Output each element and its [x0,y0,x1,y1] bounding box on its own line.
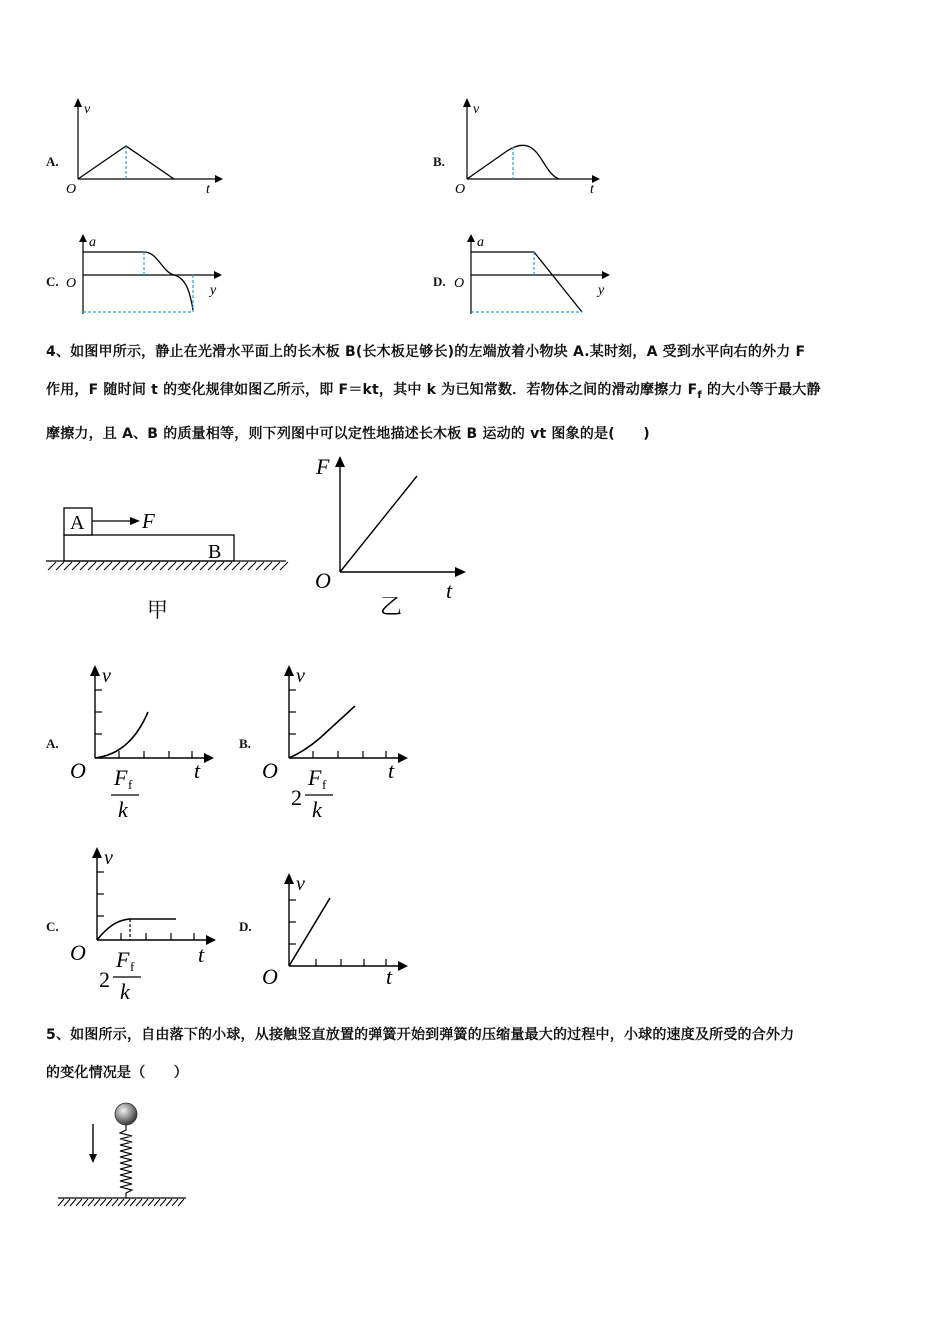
q4-line-3: 摩擦力，且 A、B 的质量相等，则下列图中可以定性地描述长木板 B 运动的 vt 图象的是( ) [46,425,650,442]
axis-label-t: t [388,758,395,783]
svg-text:f: f [128,777,133,792]
origin-label: O [70,940,86,965]
axis-label-a: a [477,235,484,250]
q4-figure-yi [310,452,480,622]
q4-option-a-label: A. [46,736,59,751]
time-marker-fraction [291,765,333,822]
caption-yi: 乙 [380,594,403,619]
axis-label-y: y [598,283,605,298]
axis-label-f: F [316,454,330,479]
q4-stem [46,333,908,453]
axis-label-v: v [473,102,480,117]
time-marker-fraction [99,947,141,1004]
svg-text:F: F [308,765,322,790]
axis-label-t: t [446,578,453,603]
q3-option-d-label: D. [433,274,446,289]
origin-label: O [66,276,77,291]
axis-label-v: v [296,873,305,895]
svg-text:F: F [114,765,128,790]
origin-label: O [315,568,331,593]
svg-text:f: f [322,777,327,792]
q5-line-1: 5、如图所示，自由落下的小球，从接触竖直放置的弹簧开始到弹簧的压缩量最大的过程中，小球的速度及所受的合外力 [46,1027,795,1043]
q4-option-c-label: C. [46,919,59,934]
axis-label-v: v [84,102,91,117]
svg-text:k: k [120,979,130,1004]
svg-text:k: k [118,797,128,822]
svg-text:2: 2 [99,967,110,992]
block-a-label: A [70,512,85,534]
origin-label: O [262,758,278,783]
axis-label-y: y [210,283,217,298]
svg-text:k: k [312,797,322,822]
q3-option-b-label: B. [433,154,445,169]
q4-option-d-graph [258,868,418,993]
q3-option-c-graph [62,232,232,322]
axis-label-v: v [296,665,305,687]
origin-label: O [70,758,86,783]
axis-label-v: v [104,847,113,869]
q4-option-d-label: D. [239,919,252,934]
q4-figure-jia [44,505,294,630]
block-b-label: B [208,541,222,563]
time-marker-fraction [111,765,139,822]
origin-label: O [455,182,466,197]
q5-spring-ball-figure [52,1100,192,1215]
q5-line-2: 的变化情况是（ ） [46,1065,188,1081]
svg-text:f: f [130,959,135,974]
origin-label: O [454,276,465,291]
svg-text:F: F [116,947,130,972]
axis-label-t: t [590,182,594,197]
q3-option-a-label: A. [46,154,59,169]
q3-option-b-graph [449,95,619,205]
caption-jia: 甲 [147,598,168,622]
q5-stem [46,1016,908,1092]
q3-option-d-graph [450,232,620,322]
axis-label-a: a [89,235,96,250]
force-label: F [142,509,155,533]
svg-text:2: 2 [291,785,302,810]
q3-option-c-label: C. [46,274,59,289]
q4-line-2: 作用，F 随时间 t 的变化规律如图乙所示，即 F＝kt，其中 k 为已知常数．若物体之间的滑动摩擦力 $F_f$ 的大小等于最大静 [46,382,821,401]
axis-label-t: t [198,942,205,967]
q4-option-b-graph [258,660,418,825]
q4-option-c-graph [66,842,226,1007]
axis-label-t: t [206,182,210,197]
axis-label-v: v [102,665,111,687]
q3-option-a-graph [60,95,230,205]
q4-option-a-graph [64,660,224,825]
q4-line-1: 4、如图甲所示，静止在光滑水平面上的长木板 B(长木板足够长)的左端放着小物块 A.某时刻，A 受到水平向右的外力 F [46,344,806,360]
origin-label: O [66,182,77,197]
q4-option-b-label: B. [239,736,251,751]
origin-label: O [262,964,278,989]
axis-label-t: t [194,758,201,783]
axis-label-t: t [386,964,393,989]
